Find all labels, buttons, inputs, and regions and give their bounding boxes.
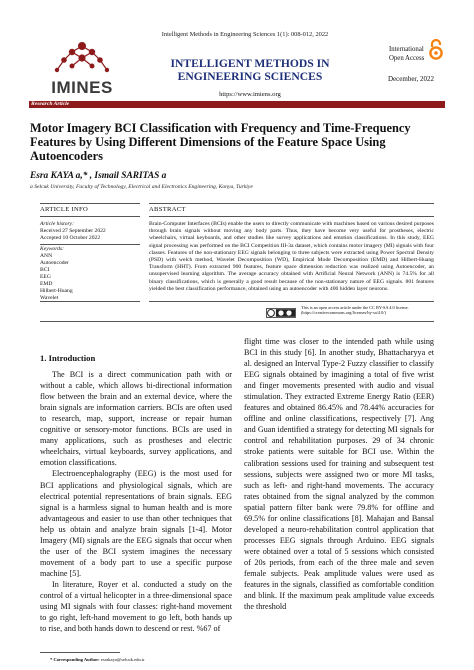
article-type-bar (29, 101, 445, 108)
info-top-rule (40, 203, 140, 204)
keywords-label: Keywords: (40, 246, 65, 252)
article-info-heading: ARTICLE INFO (40, 206, 89, 213)
received-date: Received 27 September 2022 (40, 228, 106, 234)
publication-date: December, 2022 (388, 75, 434, 83)
body-paragraph: flight time was closer to the intended path while using BCI in this study [6]. In another study, Bhattacharyya et al. designed an Interval Type-2 Fuzzy classifier to classify EEG signals obtained by imagining a total of five wrist and finger movements presented with audio and visual stimulation. They extracted Extreme Energy Ratio (EER) features and obtained 86.45% and 78.44% accuracies for offline and online classifications, respectively [7]. Ang and Guan identified a strategy for detecting MI signals for control and rehabilitation purposes. 29 of 34 chronic stroke patients were suitable for BCI use. Within the calibration sessions used for training and subsequent test sessions, subjects were assigned two or more MI tasks, such as left- and right-hand movements. The accuracy rates obtained from the signal analyzed by the common spatial pattern filter bank were 79.8% for offline and 69.5% for online classifications [8]. Mahajan and Bansal developed a neuro-rehabilitation control application that processes EEG signals through Arduino. EEG signals were obtained over a total of 5 sessions which consisted of 20s periods, from each of the three male and seven female subjects. Peak amplitude values were used as features in the signals, classified as comfortable condition and blink. If the maximum peak amplitude value exceeds the threshold (244, 337, 434, 612)
abstract-heading: ABSTRACT (149, 206, 186, 213)
history-label: Article history: (40, 221, 75, 227)
article-type-label: Research Article (31, 101, 70, 107)
body-right-column (244, 336, 434, 612)
abstract-bottom-rule (149, 301, 434, 302)
footnote-rule (40, 652, 120, 653)
keyword: ANN (40, 253, 53, 259)
body-paragraph: The BCI is a direct communication path with or without a cable, which allows bi-directional information flow between the brain and an external device, where the brain signals are information carriers. BCIs are often used to research, map, support, increase or repair human cognitive or sensory-motor functions. BCIs are used in many applications, such as prostheses and electric wheelchairs, virtual keyboards, survey applications, and emotion classifications. (40, 370, 232, 468)
keyword: Hilbert-Huang (40, 288, 73, 294)
accepted-date: Accepted 10 October 2022 (40, 235, 101, 241)
abstract-heading-rule (149, 216, 434, 217)
author-email[interactable]: esrakaya@selcuk.edu.tr (100, 657, 145, 662)
keywords-rule (40, 244, 140, 245)
open-access-icon (428, 38, 444, 60)
keyword: Wavelet (40, 295, 59, 301)
body-paragraph: In literature, Royer et al. conducted a study on the control of a virtual helicopter in a three-dimensional space using MI signals with four classes: right-hand movement to go right, left-hand movement to go left, both hands up to rise, and both hands down to descend or rest. %67 of (40, 579, 232, 634)
paper-title: Motor Imagery BCI Classification with Frequency and Time-Frequency Features by Using Different Dimensions of the Feature Space Using Autoencoders (30, 121, 411, 164)
open-access-label: International Open Access (389, 46, 425, 62)
abstract-text: Brain-Computer Interfaces (BCIs) enable the users to directly communicate with machines based on various desired purposes through brain signals without moving any body parts. Thus, they have become very useful for prostheses, electric wheelchairs, virtual keyboards, and other studies like survey applications and emotion classifications. In this study, EEG signal processing was performed on the BCI Competition III-3a dataset, which contains motor imagery (MI) signals with four classes. Features of the non-stationary EEG signals belonging to three subjects were extracted using Power Spectral Density (PSD) with welch method, Wavelet Decomposition (WD), Empirical Mode Decomposition (EMD) and Hilbert-Huang Transform (HHT). From extracted 900 features, feature space dimension reduction was realized using Autoencoder, an unsupervised learning algorithm. The average accuracy obtained with Artificial Neural Network (ANN) is 74.5% for all binary classifications, which is generally a good result because of the non-stationary nature of EEG signals. 801 features yielded the best classification performance, obtained using an autoencoder with 400 hidden layer neurons. (149, 221, 434, 292)
abstract-top-rule (149, 203, 434, 204)
license-rule (40, 321, 434, 322)
license-notice: This is an open access article under the CC BY-SA 4.0 license. (https://creativecommons.org/licenses/by-sa/4.0/) (301, 305, 409, 316)
keyword: BCI (40, 267, 50, 273)
info-bottom-rule (40, 301, 140, 302)
journal-url-link[interactable]: https://www.imiens.org (219, 91, 281, 98)
author-affiliation: a Selcuk University, Faculty of Technology, Electrical and Electronics Engineering, Konya, Turkiye (30, 184, 253, 190)
keyword: EEG (40, 274, 51, 280)
body-paragraph: Electroencephalography (EEG) is the most used for BCI applications and physiological signals, which are electrical potential representations of brain signals. EEG signal is a harmless signal to human health and is more advantageous and easier to use than other techniques that help us obtain and analyze brain signals [1-4]. Motor Imagery (MI) signals are the EEG signals that occur when the user of the BCI system imagines the necessary movement of a body part to use a specific purpose machine [5]. (40, 469, 232, 578)
corresponding-author-footnote (50, 657, 145, 662)
author-list: Esra KAYA a,* , Ismail SARITAS a (30, 171, 167, 181)
section-heading: 1. Introduction (40, 353, 96, 363)
article-info-block (40, 221, 140, 302)
journal-title: INTELLIGENT METHODS IN ENGINEERING SCIENCES (170, 57, 330, 83)
journal-citation-line: Intelligent Methods in Engineering Sciences 1(1): 008-012, 2022 (161, 31, 329, 38)
keyword: Autoencoder (40, 260, 69, 266)
logo-wordmark: IMINES (51, 78, 113, 97)
keyword: EMD (40, 281, 53, 287)
footnote-label: * Corresponding Author: (50, 657, 100, 662)
cc-license-badge[interactable] (266, 305, 296, 315)
info-heading-rule (40, 216, 140, 217)
body-left-column (40, 353, 232, 634)
